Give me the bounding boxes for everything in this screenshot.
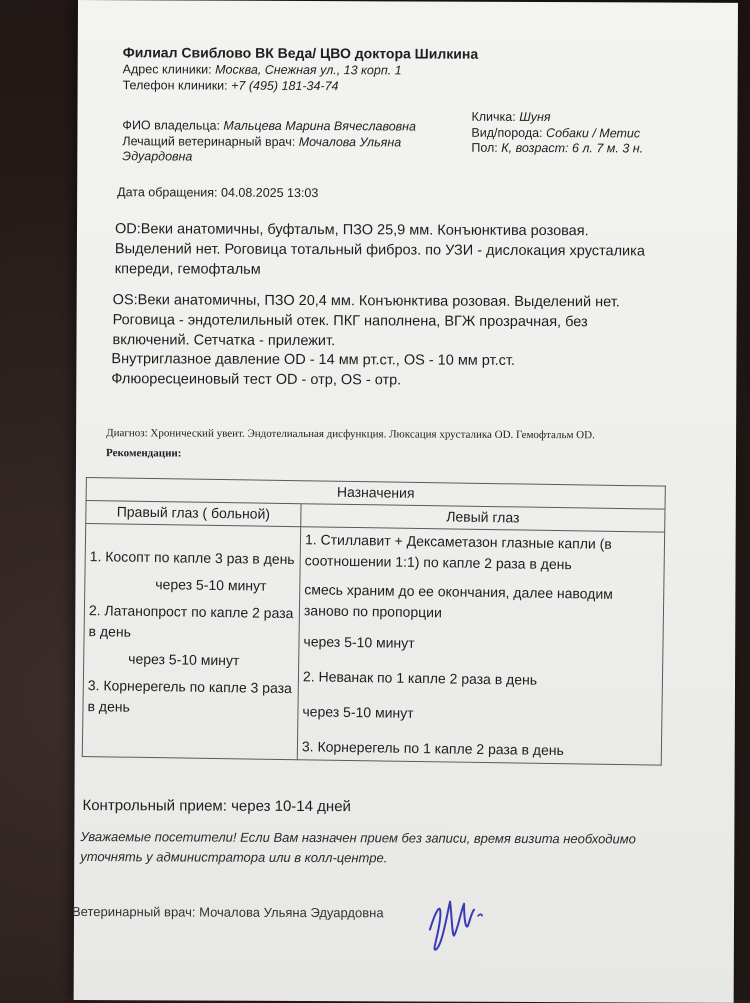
- left-eye-header: Левый глаз: [301, 504, 665, 532]
- doctor-value-cont: Эдуардовна: [122, 149, 193, 164]
- clinic-address: [123, 62, 402, 77]
- visitor-notice: Уважаемые посетители! Если Вам назначен прием без записи, время визита необходимо уточнять у администратора или в колл-центре.: [80, 829, 636, 866]
- vet-signature-label: Ветеринарный врач: Мочалова Ульяна Эдуардовна: [71, 903, 384, 921]
- doctor-label: Лечащий ветеринарный врач:: [122, 134, 296, 149]
- exam-fluorescein: Флюоресцеиновый тест OD - отр, OS - отр.: [111, 371, 402, 389]
- prescriptions-table: [82, 477, 666, 766]
- exam-od: OD:Веки анатомичны, буфтальм, ПЗО 25,9 мм. Конъюнктива розовая. Выделений нет. Роговица тотальный фиброз. по УЗИ - дислокация хрусталика кпереди, гемофтальм: [114, 221, 645, 278]
- owner-value: Мальцева Марина Вячеславовна: [223, 118, 417, 134]
- document-page: [71, 0, 738, 1003]
- pet-sex-label: Пол:: [471, 140, 498, 155]
- prescriptions-title: Назначения: [86, 478, 665, 510]
- attending-doctor: [122, 134, 401, 149]
- handwritten-signature: [422, 890, 492, 960]
- pet-breed-label: Вид/порода:: [471, 125, 543, 141]
- right-item-2: через 5-10 минут: [155, 576, 267, 594]
- pet-name: [471, 110, 550, 124]
- address-label: Адрес клиники:: [122, 62, 212, 77]
- left-item-5: через 5-10 минут: [302, 703, 414, 721]
- left-item-4: 2. Неванак по 1 капле 2 раза в день: [302, 668, 538, 688]
- exam-os: OS:Веки анатомичны, ПЗО 20,4 мм. Конъюнктива розовая. Выделений нет. Роговица - эндотелильный отек. ПКГ наполнена, ВГЖ прозрачная, без включений. Сетчатка - прилежит.: [112, 292, 620, 350]
- doctor-value: Мочалова Ульяна: [298, 134, 402, 150]
- left-item-3: через 5-10 минут: [303, 633, 415, 651]
- pet-name-value: Шуня: [519, 109, 551, 125]
- phone-label: Телефон клиники:: [122, 78, 228, 93]
- right-eye-prescriptions: [82, 524, 300, 760]
- pet-sex-age: [471, 141, 643, 156]
- left-eye-prescriptions: [297, 527, 664, 765]
- right-item-3: 2. Латанопрост по капле 2 раза в день: [88, 602, 294, 640]
- pet-sex-value: К, возраст: 6 л. 7 м. 3 н.: [501, 140, 644, 156]
- pet-name-label: Кличка:: [471, 109, 516, 124]
- pet-breed: [471, 126, 640, 141]
- left-item-6: 3. Корнерегель по 1 капле 2 раза в день: [301, 738, 564, 759]
- recommendations-label: Рекомендации:: [105, 447, 182, 460]
- visit-date: Дата обращения: 04.08.2025 13:03: [117, 185, 319, 201]
- clinic-phone: [123, 78, 339, 93]
- left-item-1: 1. Стиллавит + Дексаметазон глазные капли (в соотношении 1:1) по капле 2 раза в день: [304, 531, 612, 573]
- clinic-name: Филиал Свиблово ВК Веда/ ЦВО доктора Шилкина: [122, 44, 479, 62]
- owner-label: ФИО владельца:: [122, 118, 220, 133]
- exam-iop: Внутриглазное давление OD - 14 мм рт.ст., OS - 10 мм рт.ст.: [111, 351, 515, 369]
- address-value: Москва, Снежная ул., 13 корп. 1: [215, 62, 402, 78]
- right-eye-header: Правый глаз ( больной): [86, 501, 301, 527]
- phone-value: +7 (495) 181-34-74: [231, 78, 339, 94]
- right-item-1: 1. Косопт по капле 3 раз в день: [89, 548, 295, 568]
- owner-name: [122, 118, 416, 133]
- right-item-5: 3. Корнерегель по капле 3 раза в день: [87, 677, 292, 715]
- control-visit: Контрольный прием: через 10-14 дней: [82, 797, 351, 816]
- right-item-4: через 5-10 минут: [128, 650, 240, 669]
- pet-breed-value: Собаки / Метис: [546, 126, 641, 141]
- left-item-2: смесь храним до ее окончания, далее наводим заново по пропорции: [303, 581, 613, 621]
- table-row: [82, 524, 664, 766]
- diagnosis: Диагноз: Хронический увеит. Эндотелиальная дисфункция. Люксация хрусталика OD. Гемофтальм OD.: [106, 427, 595, 442]
